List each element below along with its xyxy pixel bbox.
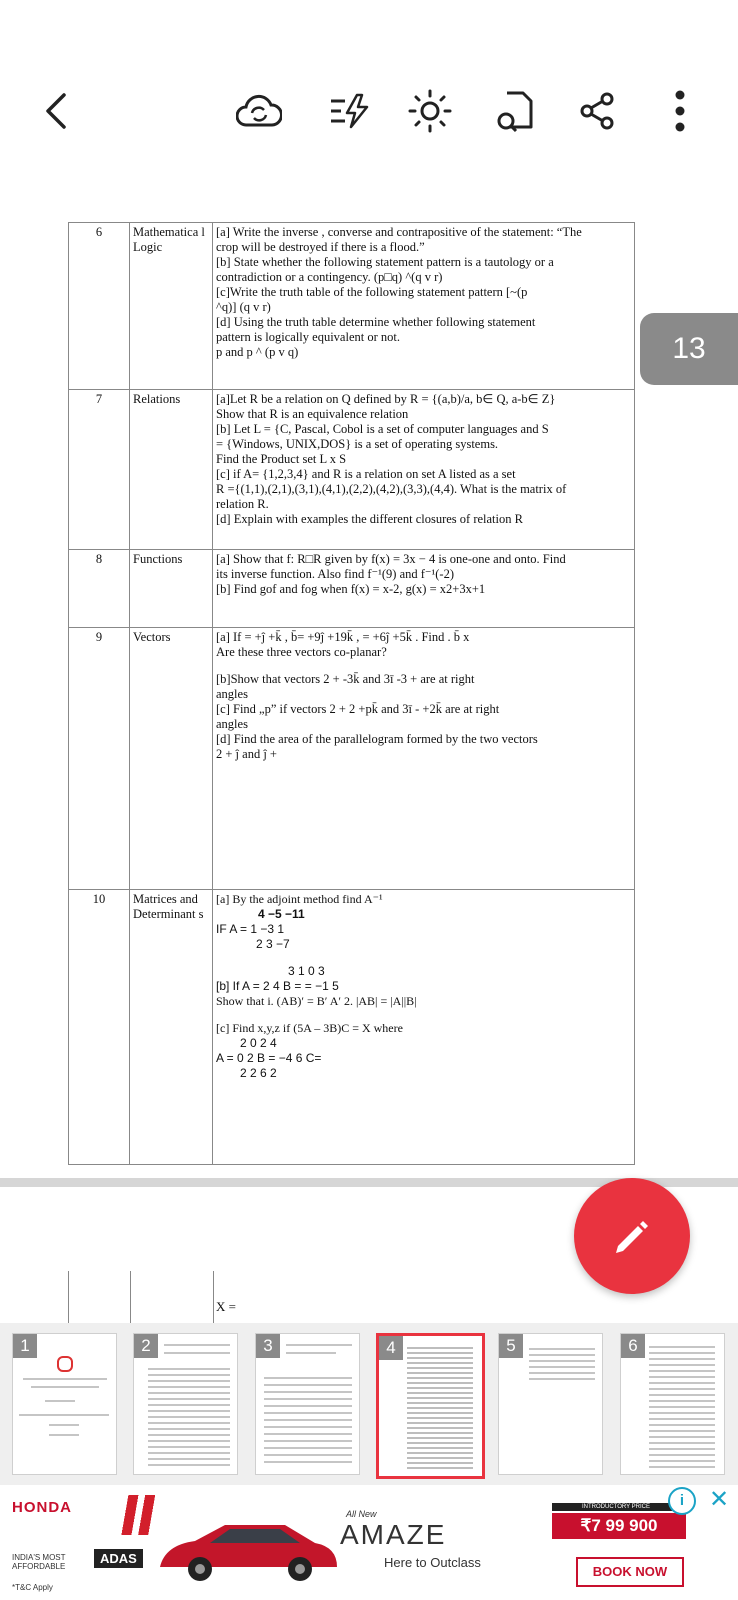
page-thumbnail-current[interactable]: 4 [376, 1333, 485, 1479]
question-number: 9 [69, 628, 130, 890]
question-line: = {Windows, UNIX,DOS} is a set of operating systems. [216, 437, 499, 451]
question-line: [d] Explain with examples the different closures of relation R [216, 512, 523, 526]
matrix-row: A = 0 2 B = −4 6 C= [216, 1051, 322, 1065]
more-options-icon[interactable] [655, 86, 705, 136]
ad-slogan: Here to Outclass [384, 1555, 481, 1570]
page-thumbnail-strip [0, 1323, 738, 1485]
table-row [69, 390, 635, 550]
question-line: Show that i. (AB)′ = B′ A′ 2. |AB| = |A||B| [216, 994, 417, 1008]
question-line: [c] if A= {1,2,3,4} and R is a relation on set A listed as a set [216, 467, 516, 481]
question-line: [a] By the adjoint method find A⁻¹ [216, 892, 383, 906]
question-topic: Functions [130, 550, 213, 628]
matrix-row: 2 3 −7 [256, 937, 290, 951]
page-thumbnail[interactable]: 6 [620, 1333, 725, 1475]
table-row [69, 223, 635, 390]
question-topic: Matrices and Determinant s [130, 890, 213, 1165]
ad-footnote: *T&C Apply [12, 1583, 53, 1592]
question-line: pattern is logically equivalent or not. [216, 330, 400, 344]
save-icon[interactable] [490, 86, 540, 136]
question-text [213, 390, 635, 550]
ad-adas-badge: ADAS [94, 1549, 143, 1568]
ad-brand: HONDA [12, 1499, 72, 1516]
question-line: [a]Let R be a relation on Q defined by R = {(a,b)/a, b∈ Q, a-b∈ Z} [216, 392, 556, 406]
ad-book-now-button[interactable]: BOOK NOW [576, 1557, 684, 1587]
edit-button[interactable] [574, 1178, 690, 1294]
table-row [69, 628, 635, 890]
brightness-icon[interactable] [405, 86, 455, 136]
question-line: [a] Write the inverse , converse and contrapositive of the statement: “The [216, 225, 582, 239]
ad-info-icon[interactable]: i [668, 1487, 696, 1515]
page-thumbnail[interactable]: 2 [133, 1333, 238, 1475]
seal-icon [57, 1356, 73, 1372]
question-text [213, 223, 635, 390]
question-line: [d] Using the truth table determine whether following statement [216, 315, 536, 329]
ad-car-image [150, 1507, 340, 1587]
ad-model: AMAZE [340, 1519, 447, 1550]
question-line: [d] Find the area of the parallelogram formed by the two vectors [216, 732, 538, 746]
question-line: relation R. [216, 497, 269, 511]
question-topic: Relations [130, 390, 213, 550]
top-toolbar [0, 0, 738, 215]
question-text [213, 890, 635, 1165]
page-thumbnail[interactable]: 1 [12, 1333, 117, 1475]
question-line: [b]Show that vectors 2 + -3k̄ and 3ī -3 + are at right [216, 672, 475, 686]
question-line: Are these three vectors co-planar? [216, 645, 387, 659]
question-topic: Mathematica l Logic [130, 223, 213, 390]
question-line: contradiction or a contingency. (p□q) ^(q v r) [216, 270, 443, 284]
question-line: [c] Find x,y,z if (5A – 3B)C = X where [216, 1021, 403, 1035]
back-arrow-icon[interactable] [32, 86, 82, 136]
matrix-row: 2 0 2 4 [240, 1036, 277, 1050]
question-line: crop will be destroyed if there is a flood.” [216, 240, 425, 254]
matrix-row: [b] If A = 2 4 B = = −1 5 [216, 979, 339, 993]
question-line: [a] Show that f: R□R given by f(x) = 3x − 4 is one-one and onto. Find [216, 552, 566, 566]
reading-mode-icon[interactable] [325, 86, 375, 136]
question-text [213, 628, 635, 890]
question-line: [c]Write the truth table of the following statement pattern [~(p [216, 285, 528, 299]
question-line: [c] Find „p” if vectors 2 + 2 +pk̄ and 3ī - +2k̄ are at right [216, 702, 500, 716]
question-line: angles [216, 717, 248, 731]
ad-intro-price-label: INTRODUCTORY PRICE [552, 1503, 680, 1511]
table-row [69, 890, 635, 1165]
question-line: 2 + ĵ and ĵ + [216, 747, 277, 761]
question-topic: Vectors [130, 628, 213, 890]
cloud-sync-icon[interactable] [234, 86, 284, 136]
ad-new-label: All New [346, 1509, 377, 1519]
matrix-row: 3 1 0 3 [288, 964, 325, 978]
partial-text: X = [216, 1299, 236, 1314]
ad-banner[interactable] [0, 1485, 738, 1600]
question-number: 6 [69, 223, 130, 390]
question-line: R ={(1,1),(2,1),(3,1),(4,1),(2,2),(4,2),(3,3),(4,4). What is the matrix of [216, 482, 567, 496]
question-line: [b] Find gof and fog when f(x) = x-2, g(x) = x2+3x+1 [216, 582, 486, 596]
matrix-row: IF A = 1 −3 1 [216, 922, 285, 936]
ad-close-icon[interactable]: ✕ [708, 1486, 730, 1513]
pencil-icon [610, 1214, 654, 1258]
matrix-row: 2 2 6 2 [240, 1066, 277, 1080]
page-number-badge: 13 [640, 313, 738, 385]
ad-tag: INDIA'S MOST AFFORDABLE [12, 1553, 66, 1571]
question-line: Find the Product set L x S [216, 452, 347, 466]
share-icon[interactable] [572, 86, 622, 136]
matrix-row: 4 −5 −11 [258, 907, 305, 921]
question-line: [a] If = +ĵ +k̄ , b̄= +9ĵ +19k̄ , = +6ĵ +5k̄ . Find . b̄ x [216, 630, 470, 644]
question-table [68, 222, 635, 1165]
question-line: its inverse function. Also find f⁻¹(9) and f⁻¹(-2) [216, 567, 455, 581]
ad-price: ₹7 99 900 [552, 1513, 686, 1539]
page-thumbnail[interactable]: 3 [255, 1333, 360, 1475]
question-line: Show that R is an equivalence relation [216, 407, 409, 421]
question-number: 7 [69, 390, 130, 550]
question-line: angles [216, 687, 248, 701]
question-line: [b] State whether the following statement pattern is a tautology or a [216, 255, 554, 269]
question-number: 8 [69, 550, 130, 628]
question-text [213, 550, 635, 628]
table-row [69, 550, 635, 628]
question-line: p and p ^ (p v q) [216, 345, 299, 359]
question-line: ^q)] (q v r) [216, 300, 271, 314]
page-thumbnail[interactable]: 5 [498, 1333, 603, 1475]
question-number: 10 [69, 890, 130, 1165]
question-line: [b] Let L = {C, Pascal, Cobol is a set of computer languages and S [216, 422, 549, 436]
